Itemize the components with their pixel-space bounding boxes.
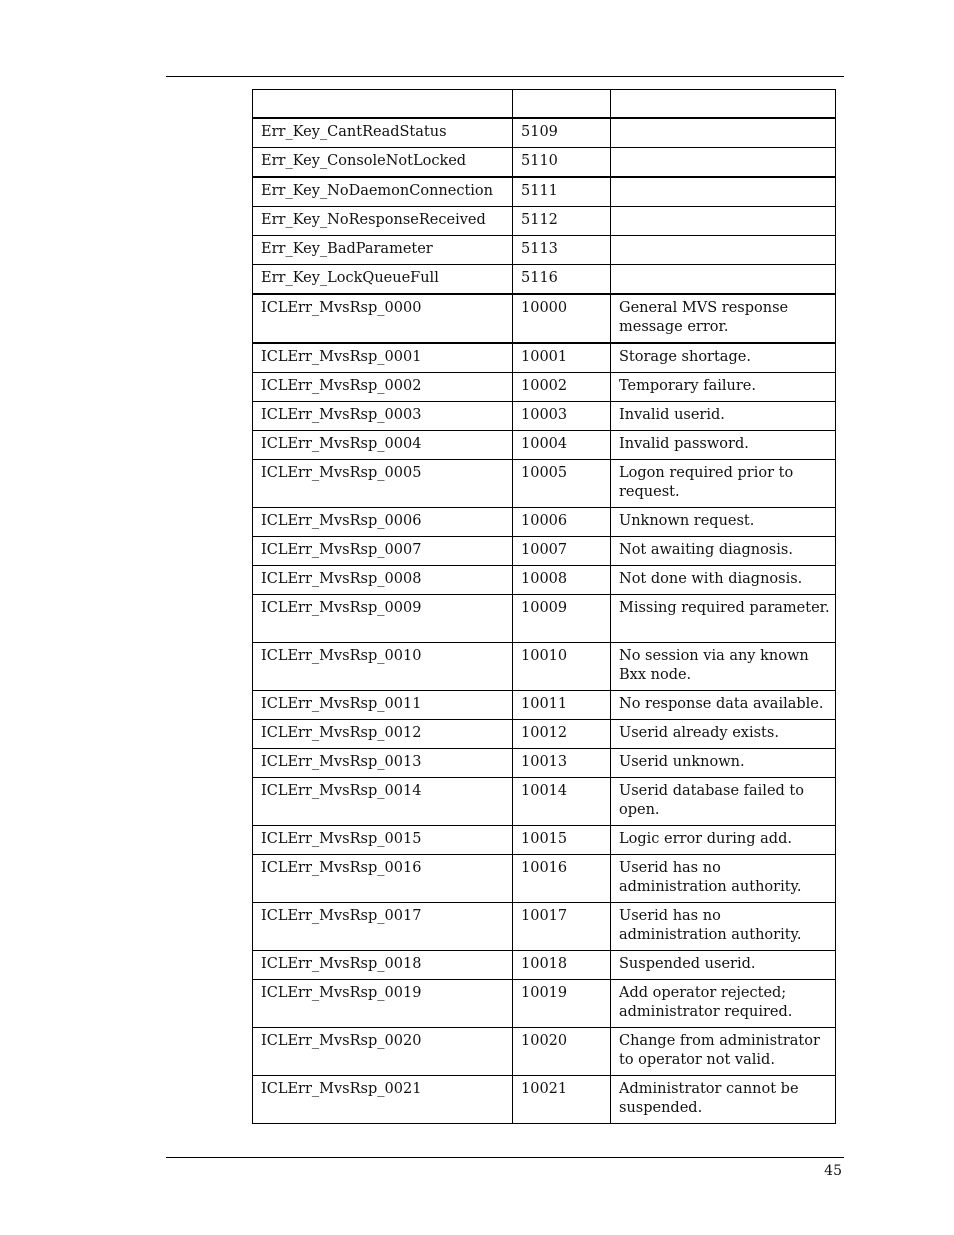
- table-row: [253, 207, 836, 236]
- error-code-cell: 10019: [513, 980, 611, 1028]
- table-row: [253, 236, 836, 265]
- error-description-cell: Userid database failed to open.: [611, 778, 836, 826]
- column-header-code: [513, 90, 611, 119]
- error-description-cell: Change from administrator to operator not valid.: [611, 1028, 836, 1076]
- error-description-cell: [611, 177, 836, 207]
- error-code-cell: 10018: [513, 951, 611, 980]
- error-code-table: [252, 89, 836, 1124]
- error-description-cell: Suspended userid.: [611, 951, 836, 980]
- table-row: [253, 508, 836, 537]
- error-name-cell: ICLErr_MvsRsp_0001: [253, 343, 513, 373]
- error-code-cell: 10006: [513, 508, 611, 537]
- error-name-cell: Err_Key_BadParameter: [253, 236, 513, 265]
- error-description-cell: No response data available.: [611, 691, 836, 720]
- error-code-cell: 5116: [513, 265, 611, 295]
- table-row: [253, 826, 836, 855]
- error-code-cell: 10015: [513, 826, 611, 855]
- error-code-cell: 10003: [513, 402, 611, 431]
- error-description-cell: No session via any known Bxx node.: [611, 643, 836, 691]
- error-name-cell: Err_Key_NoResponseReceived: [253, 207, 513, 236]
- error-code-cell: 5109: [513, 118, 611, 148]
- page-number: 45: [824, 1163, 842, 1179]
- error-name-cell: ICLErr_MvsRsp_0015: [253, 826, 513, 855]
- error-description-cell: Not done with diagnosis.: [611, 566, 836, 595]
- table-row: [253, 118, 836, 148]
- error-name-cell: ICLErr_MvsRsp_0002: [253, 373, 513, 402]
- error-code-cell: 5110: [513, 148, 611, 178]
- error-description-cell: Invalid password.: [611, 431, 836, 460]
- error-code-cell: 10012: [513, 720, 611, 749]
- table-row: [253, 595, 836, 643]
- error-code-cell: 10021: [513, 1076, 611, 1124]
- footer-rule: [166, 1157, 844, 1158]
- table-row: [253, 460, 836, 508]
- table-row: [253, 778, 836, 826]
- error-code-cell: 10010: [513, 643, 611, 691]
- error-description-cell: Logon required prior to request.: [611, 460, 836, 508]
- column-header-name: [253, 90, 513, 119]
- error-description-cell: [611, 148, 836, 178]
- error-description-cell: Temporary failure.: [611, 373, 836, 402]
- error-name-cell: ICLErr_MvsRsp_0005: [253, 460, 513, 508]
- error-name-cell: ICLErr_MvsRsp_0014: [253, 778, 513, 826]
- error-description-cell: [611, 236, 836, 265]
- table-row: [253, 1028, 836, 1076]
- error-name-cell: ICLErr_MvsRsp_0018: [253, 951, 513, 980]
- error-description-cell: Invalid userid.: [611, 402, 836, 431]
- error-name-cell: ICLErr_MvsRsp_0006: [253, 508, 513, 537]
- error-code-cell: 5111: [513, 177, 611, 207]
- error-code-cell: 10020: [513, 1028, 611, 1076]
- error-name-cell: ICLErr_MvsRsp_0004: [253, 431, 513, 460]
- error-description-cell: Userid already exists.: [611, 720, 836, 749]
- error-description-cell: Unknown request.: [611, 508, 836, 537]
- error-code-cell: 10009: [513, 595, 611, 643]
- table-row: [253, 643, 836, 691]
- table-row: [253, 148, 836, 178]
- table-row: [253, 749, 836, 778]
- error-code-cell: 10007: [513, 537, 611, 566]
- error-description-cell: Userid has no administration authority.: [611, 855, 836, 903]
- error-name-cell: Err_Key_ConsoleNotLocked: [253, 148, 513, 178]
- error-code-cell: 10002: [513, 373, 611, 402]
- table-row: [253, 177, 836, 207]
- error-description-cell: Logic error during add.: [611, 826, 836, 855]
- error-name-cell: ICLErr_MvsRsp_0019: [253, 980, 513, 1028]
- error-code-cell: 10004: [513, 431, 611, 460]
- error-code-cell: 10016: [513, 855, 611, 903]
- error-description-cell: [611, 207, 836, 236]
- error-name-cell: ICLErr_MvsRsp_0010: [253, 643, 513, 691]
- error-description-cell: Add operator rejected; administrator required.: [611, 980, 836, 1028]
- column-header-description: [611, 90, 836, 119]
- table-header-row: [253, 90, 836, 119]
- error-code-cell: 10017: [513, 903, 611, 951]
- error-name-cell: ICLErr_MvsRsp_0009: [253, 595, 513, 643]
- error-code-cell: 10011: [513, 691, 611, 720]
- error-name-cell: ICLErr_MvsRsp_0013: [253, 749, 513, 778]
- error-code-cell: 10001: [513, 343, 611, 373]
- table-row: [253, 1076, 836, 1124]
- error-description-cell: Userid unknown.: [611, 749, 836, 778]
- error-code-cell: 10013: [513, 749, 611, 778]
- error-name-cell: ICLErr_MvsRsp_0011: [253, 691, 513, 720]
- table-row: [253, 951, 836, 980]
- error-code-cell: 10005: [513, 460, 611, 508]
- table-row: [253, 431, 836, 460]
- error-code-cell: 10000: [513, 294, 611, 343]
- error-description-cell: Storage shortage.: [611, 343, 836, 373]
- error-description-cell: Not awaiting diagnosis.: [611, 537, 836, 566]
- error-code-cell: 5112: [513, 207, 611, 236]
- table-row: [253, 720, 836, 749]
- error-name-cell: Err_Key_NoDaemonConnection: [253, 177, 513, 207]
- error-name-cell: ICLErr_MvsRsp_0003: [253, 402, 513, 431]
- error-code-cell: 10014: [513, 778, 611, 826]
- error-name-cell: ICLErr_MvsRsp_0008: [253, 566, 513, 595]
- table-row: [253, 855, 836, 903]
- error-code-cell: 10008: [513, 566, 611, 595]
- table-row: [253, 566, 836, 595]
- error-description-cell: Userid has no administration authority.: [611, 903, 836, 951]
- error-name-cell: ICLErr_MvsRsp_0017: [253, 903, 513, 951]
- error-description-cell: Missing required parameter.: [611, 595, 836, 643]
- table-row: [253, 402, 836, 431]
- error-name-cell: Err_Key_CantReadStatus: [253, 118, 513, 148]
- table-row: [253, 691, 836, 720]
- table-row: [253, 537, 836, 566]
- error-name-cell: ICLErr_MvsRsp_0000: [253, 294, 513, 343]
- error-description-cell: [611, 265, 836, 295]
- table-row: [253, 294, 836, 343]
- error-name-cell: ICLErr_MvsRsp_0021: [253, 1076, 513, 1124]
- error-description-cell: [611, 118, 836, 148]
- table-row: [253, 265, 836, 295]
- error-description-cell: General MVS response message error.: [611, 294, 836, 343]
- error-name-cell: ICLErr_MvsRsp_0020: [253, 1028, 513, 1076]
- table-row: [253, 980, 836, 1028]
- error-name-cell: ICLErr_MvsRsp_0012: [253, 720, 513, 749]
- error-description-cell: Administrator cannot be suspended.: [611, 1076, 836, 1124]
- error-name-cell: ICLErr_MvsRsp_0016: [253, 855, 513, 903]
- error-code-cell: 5113: [513, 236, 611, 265]
- error-name-cell: ICLErr_MvsRsp_0007: [253, 537, 513, 566]
- table-row: [253, 373, 836, 402]
- table-row: [253, 343, 836, 373]
- header-rule: [166, 76, 844, 77]
- error-name-cell: Err_Key_LockQueueFull: [253, 265, 513, 295]
- table-row: [253, 903, 836, 951]
